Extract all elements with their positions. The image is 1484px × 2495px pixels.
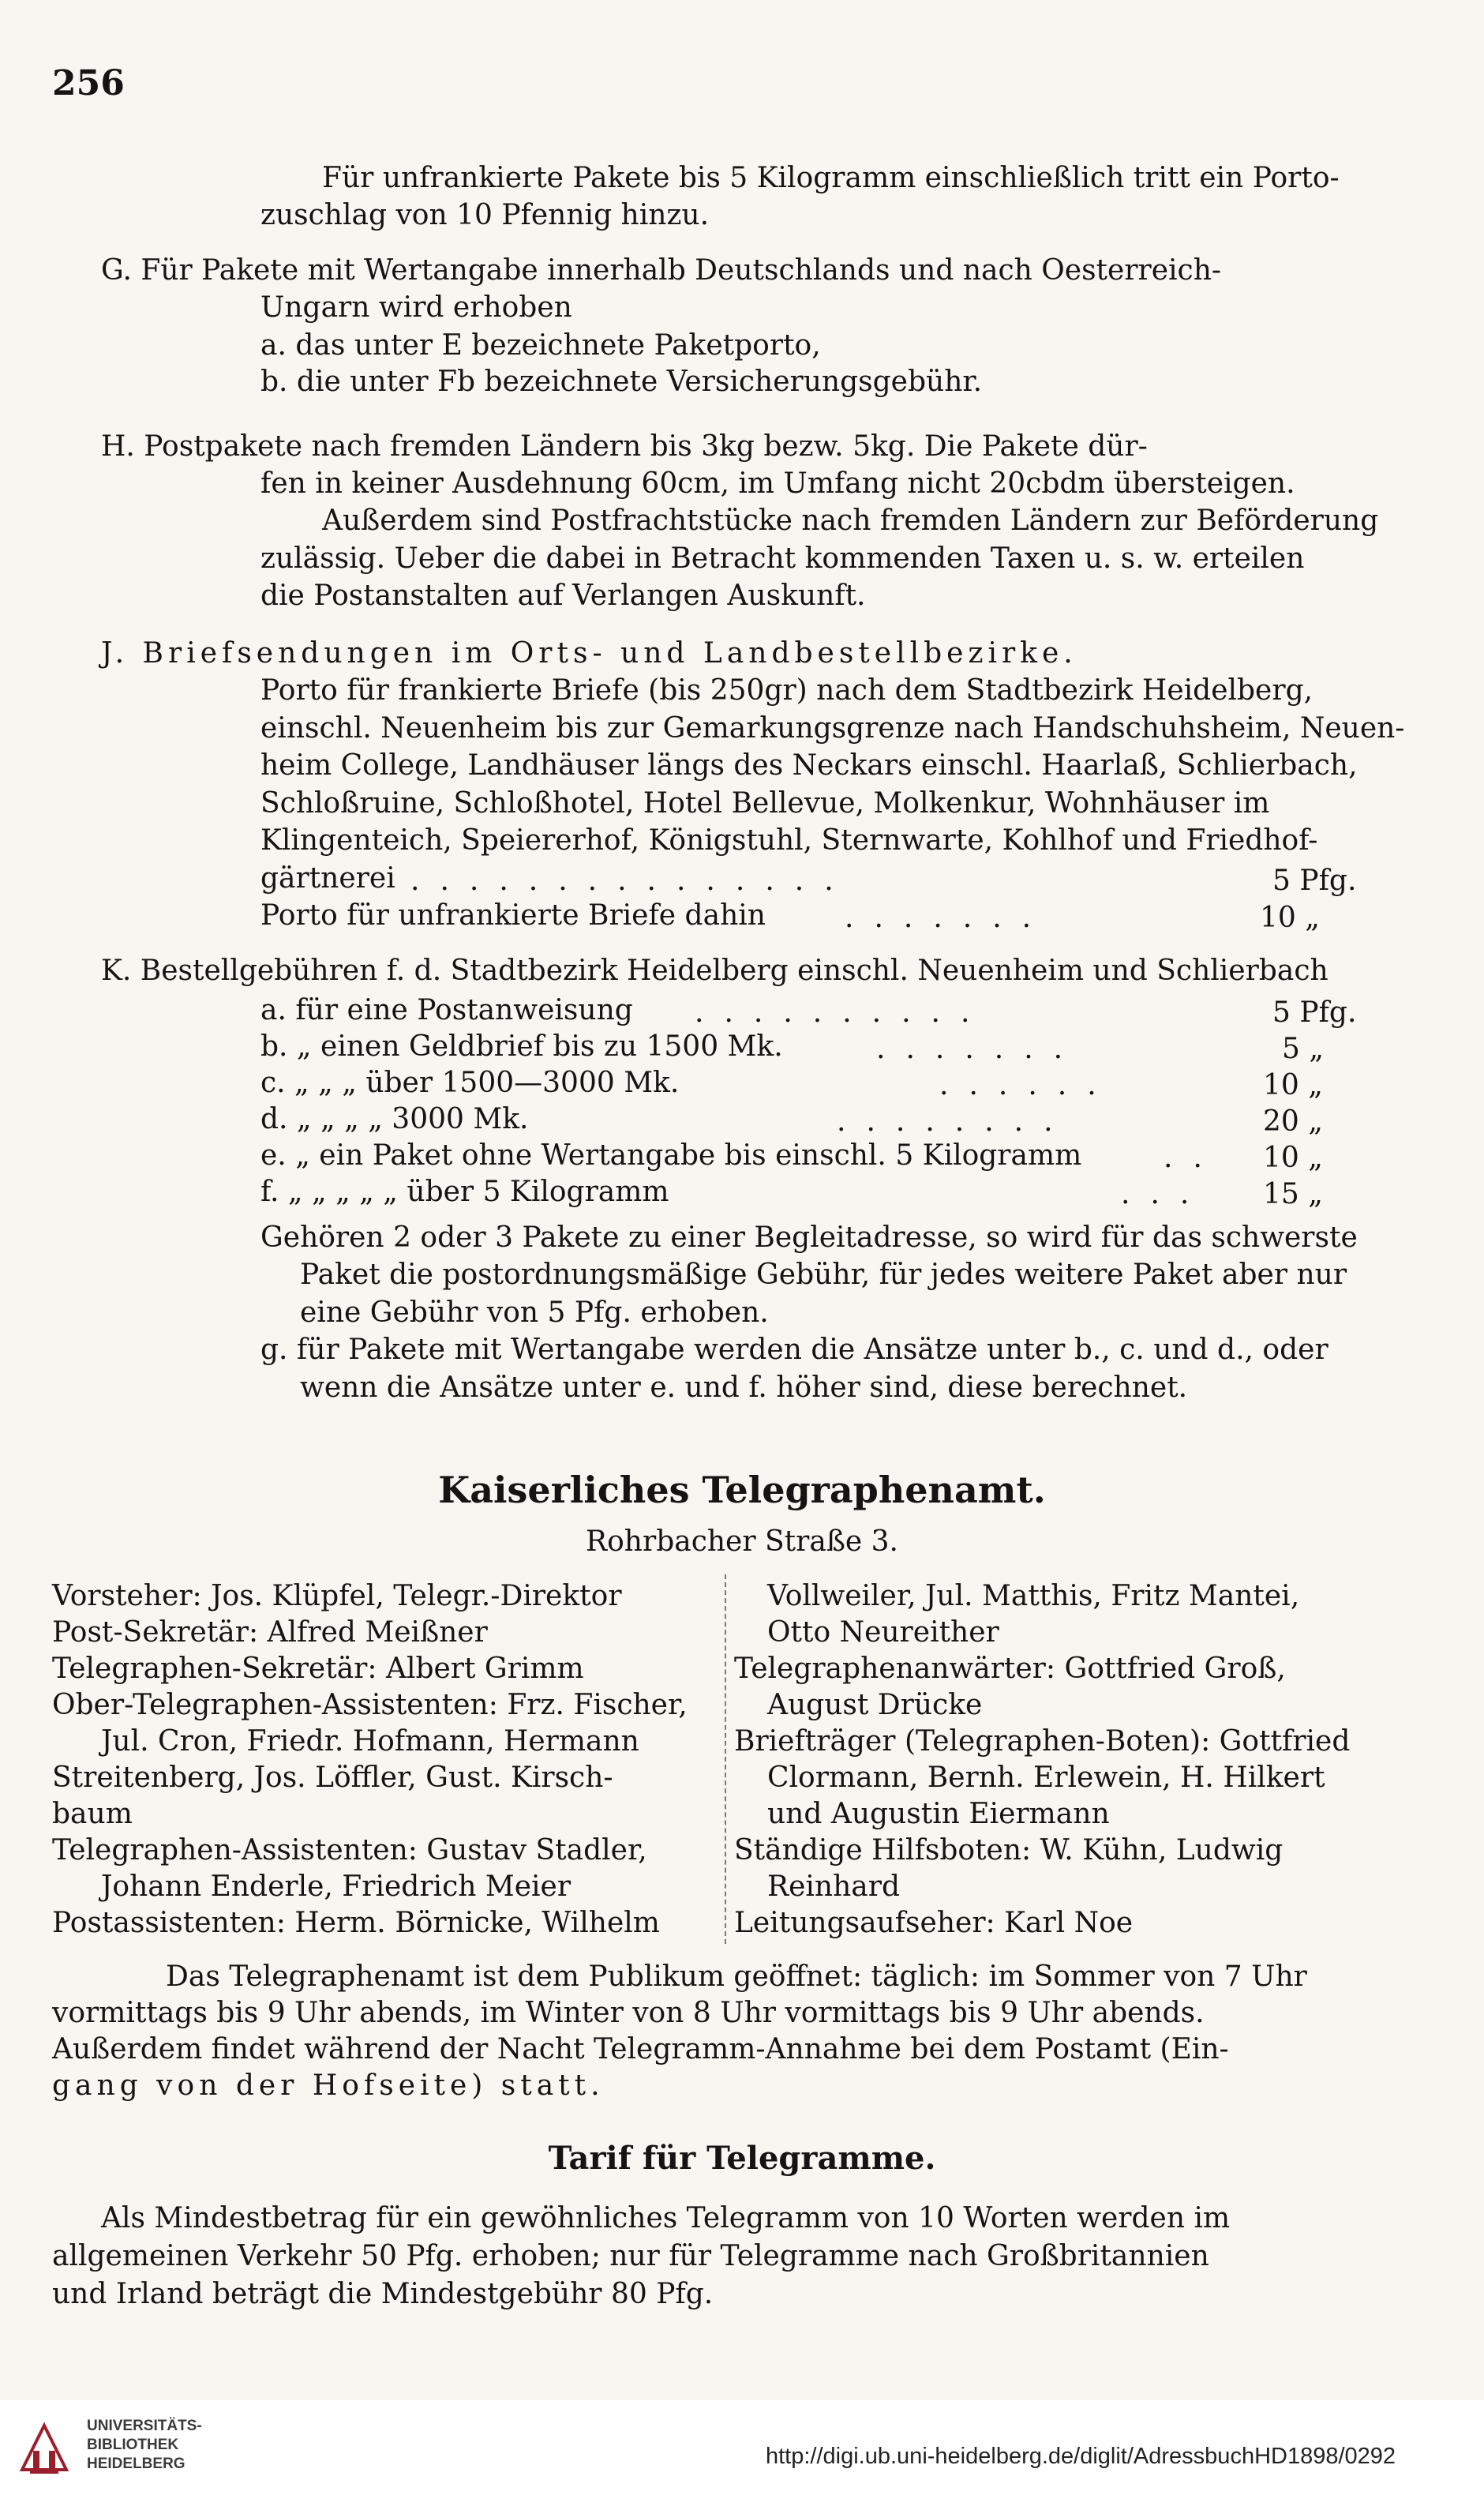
staff-right-10: Leitungsaufseher: Karl Noe [734,1907,1134,1939]
staff-left-1: Vorsteher: Jos. Klüpfel, Telegr.-Direktor [52,1580,622,1612]
postal-k-item-d: d. „ „ „ „ 3000 Mk. [260,1103,529,1135]
staff-left-7: baum [52,1798,133,1830]
logo-line-3: HEIDELBERG [87,2456,186,2472]
postal-k-note-2: Paket die postordnungsmäßige Gebühr, für jedes weitere Paket aber nur [300,1259,1347,1291]
postal-h-line-2: fen in keiner Ausdehnung 60cm, im Umfang nicht 20cbdm übersteigen. [260,467,1295,500]
postal-j-line-2: einschl. Neuenheim bis zur Gemarkungsgrenze nach Handschuhsheim, Neuen- [260,712,1405,745]
postal-j-item-1: gärtnerei [260,862,395,895]
staff-left-6: Streitenberg, Jos. Löffler, Gust. Kirsch- [52,1762,613,1794]
staff-left-3: Telegraphen-Sekretär: Albert Grimm [52,1653,584,1685]
leader-dots: ....... [845,902,1052,934]
postal-h-line-5: die Postanstalten auf Verlangen Auskunft. [260,580,866,612]
postal-j-line-5: Klingenteich, Speiererhof, Königstuhl, Sternwarte, Kohlhof und Friedhof- [260,824,1318,857]
postal-j-title: J. Briefsendungen im Orts- und Landbestellbezirke. [101,637,1077,670]
postal-j-amount-2: 10 „ [1260,902,1320,934]
postal-k-amount-c: 10 „ [1263,1069,1323,1101]
postal-k-item-c: c. „ „ „ über 1500—3000 Mk. [260,1067,680,1099]
postal-k-note-3: eine Gebühr von 5 Pfg. erhoben. [300,1296,769,1329]
page-number: 256 [52,63,125,103]
postal-j-item-2: Porto für unfrankierte Briefe dahin [260,899,766,932]
postal-f-line-2: zuschlag von 10 Pfennig hinzu. [260,199,710,231]
column-divider [725,1574,726,1944]
leader-dots: .. [1164,1142,1223,1174]
staff-right-3: Telegraphenanwärter: Gottfried Groß, [734,1653,1286,1685]
leader-dots: .......... [695,996,991,1029]
staff-right-2: Otto Neureither [767,1616,999,1649]
postal-j-line-1: Porto für frankierte Briefe (bis 250gr) nach dem Stadtbezirk Heidelberg, [260,674,1313,707]
staff-right-4: August Drücke [767,1689,983,1721]
telegraph-title: Kaiserliches Telegraphenamt. [438,1469,1046,1511]
tariff-line-2: allgemeinen Verkehr 50 Pfg. erhoben; nur für Telegramme nach Großbritannien [52,2240,1209,2272]
postal-k-g-line-2: wenn die Ansätze unter e. und f. höher sind, diese berechnet. [300,1371,1188,1404]
staff-left-2: Post-Sekretär: Alfred Meißner [52,1616,488,1649]
leader-dots: ............... [410,865,854,897]
postal-k-title: K. Bestellgebühren f. d. Stadtbezirk Heidelberg einschl. Neuenheim und Schlierbach [101,955,1328,987]
postal-k-item-b: b. „ einen Geldbrief bis zu 1500 Mk. [260,1030,783,1063]
postal-h-line-4: zulässig. Ueber die dabei in Betracht kommenden Taxen u. s. w. erteilen [260,542,1305,575]
staff-right-8: Ständige Hilfsboten: W. Kühn, Ludwig [734,1834,1284,1867]
leader-dots: ....... [876,1033,1084,1065]
logo-line-2: BIBLIOTHEK [87,2437,179,2453]
staff-right-9: Reinhard [767,1870,901,1903]
leader-dots: ... [1121,1178,1210,1210]
hours-line-1: Das Telegraphenamt ist dem Publikum geöffnet: täglich: im Sommer von 7 Uhr [166,1960,1307,1993]
telegraph-address: Rohrbacher Straße 3. [586,1525,898,1558]
postal-j-line-4: Schloßruine, Schloßhotel, Hotel Bellevue, Molkenkur, Wohnhäuser im [260,787,1270,820]
postal-g-item-a: a. das unter E bezeichnete Paketporto, [260,329,821,362]
postal-k-note-1: Gehören 2 oder 3 Pakete zu einer Begleitadresse, so wird für das schwerste [260,1221,1358,1254]
postal-g-line-1: G. Für Pakete mit Wertangabe innerhalb Deutschlands und nach Oesterreich- [101,254,1222,287]
hours-line-2: vormittags bis 9 Uhr abends, im Winter von 8 Uhr vormittags bis 9 Uhr abends. [52,1997,1205,2029]
postal-k-amount-a: 5 Pfg. [1272,996,1357,1029]
postal-k-amount-b: 5 „ [1282,1033,1324,1065]
postal-k-amount-d: 20 „ [1263,1105,1323,1138]
source-url-link[interactable]: http://digi.ub.uni-heidelberg.de/diglit/AdressbuchHD1898/0292 [766,2444,1396,2469]
postal-k-amount-e: 10 „ [1263,1142,1323,1174]
postal-k-item-a: a. für eine Postanweisung [260,994,633,1026]
leader-dots: ...... [939,1069,1117,1101]
tariff-line-1: Als Mindestbetrag für ein gewöhnliches Telegramm von 10 Worten werden im [101,2202,1231,2234]
postal-f-line-1: Für unfrankierte Pakete bis 5 Kilogramm einschließlich tritt ein Porto- [322,162,1340,194]
postal-k-item-e: e. „ ein Paket ohne Wertangabe bis einschl. 5 Kilogramm [260,1139,1082,1172]
tariff-title: Tarif für Telegramme. [548,2140,936,2177]
postal-k-item-f: f. „ „ „ „ „ über 5 Kilogramm [260,1176,669,1208]
postal-h-line-3: Außerdem sind Postfrachtstücke nach fremden Ländern zur Beförderung [322,505,1379,537]
postal-h-line-1: H. Postpakete nach fremden Ländern bis 3kg bezw. 5kg. Die Pakete dür- [101,430,1148,463]
leader-dots: ........ [837,1105,1074,1138]
postal-g-item-b: b. die unter Fb bezeichnete Versicherungsgebühr. [260,366,983,398]
library-logo-icon [14,2419,74,2479]
staff-right-6: Clormann, Bernh. Erlewein, H. Hilkert [767,1762,1325,1794]
tariff-line-3: und Irland beträgt die Mindestgebühr 80 Pfg. [52,2278,714,2310]
staff-left-4: Ober-Telegraphen-Assistenten: Frz. Fischer, [52,1689,688,1721]
staff-left-8: Telegraphen-Assistenten: Gustav Stadler, [52,1834,647,1867]
postal-k-amount-f: 15 „ [1263,1178,1323,1210]
postal-g-line-2: Ungarn wird erhoben [260,291,572,324]
postal-j-amount-1: 5 Pfg. [1272,865,1357,897]
hours-line-4: gang von der Hofseite) statt. [52,2069,605,2102]
postal-j-line-3: heim College, Landhäuser längs des Neckars einschl. Haarlaß, Schlierbach, [260,749,1358,782]
logo-line-1: UNIVERSITÄTS- [87,2418,202,2434]
staff-right-5: Briefträger (Telegraphen-Boten): Gottfried [734,1725,1351,1758]
staff-left-5: Jul. Cron, Friedr. Hofmann, Hermann [101,1725,639,1758]
staff-left-9: Johann Enderle, Friedrich Meier [101,1870,571,1903]
staff-left-10: Postassistenten: Herm. Börnicke, Wilhelm [52,1907,660,1939]
postal-k-g-line-1: g. für Pakete mit Wertangabe werden die Ansätze unter b., c. und d., oder [260,1334,1328,1366]
staff-right-1: Vollweiler, Jul. Matthis, Fritz Mantei, [767,1580,1300,1612]
hours-line-3: Außerdem findet während der Nacht Telegramm-Annahme bei dem Postamt (Ein- [52,2033,1229,2065]
staff-right-7: und Augustin Eiermann [767,1798,1110,1830]
